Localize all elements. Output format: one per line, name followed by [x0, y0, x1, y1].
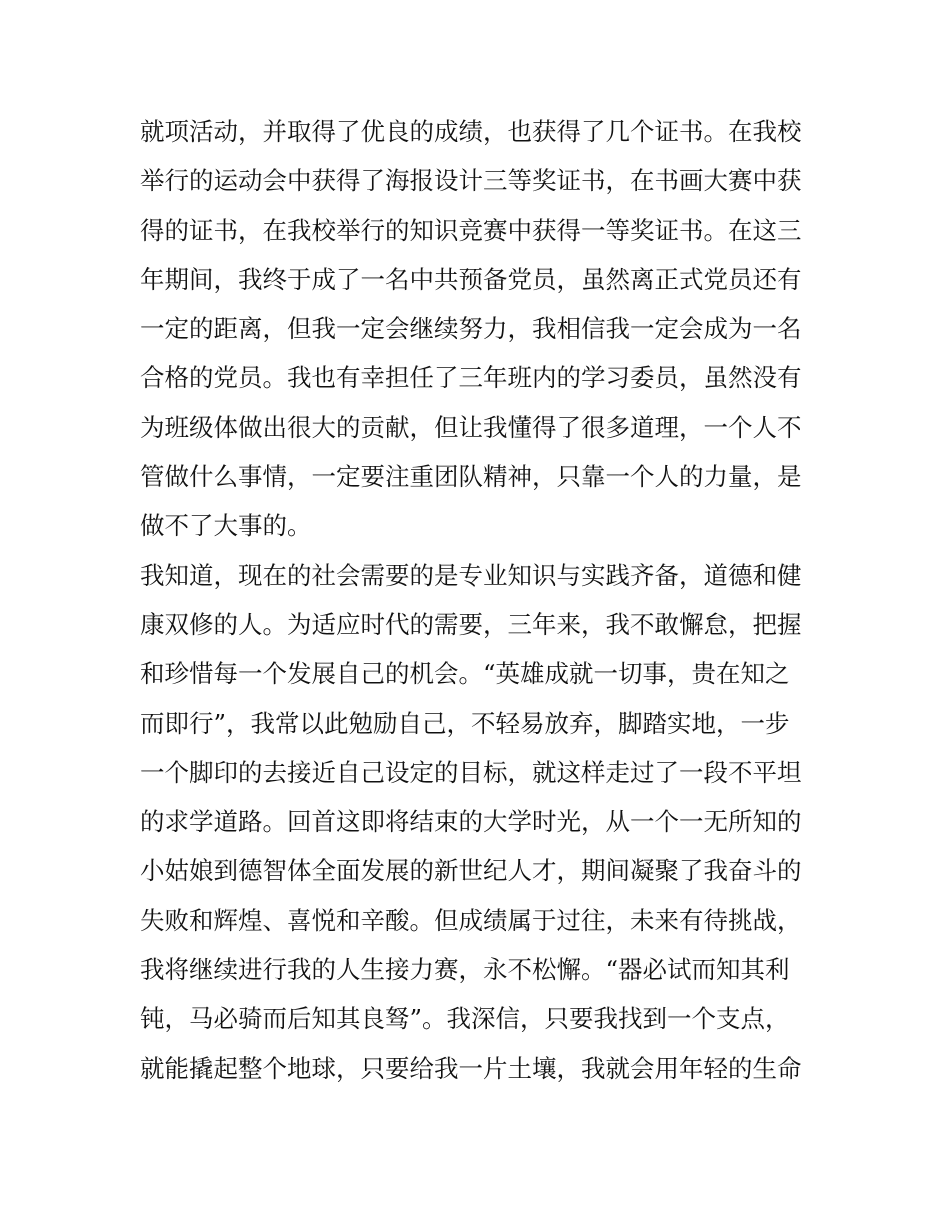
text-line: 就项活动，并取得了优良的成绩，也获得了几个证书。在我校 [140, 117, 802, 146]
text-line: 做不了大事的。 [140, 511, 312, 541]
body-text [140, 107, 830, 1093]
text-line: 钝，马必骑而后知其良驽”。我深信，只要我找到一个支点， [140, 1004, 790, 1034]
text-line: 我知道，现在的社会需要的是专业知识与实践齐备，道德和健 [140, 560, 802, 590]
text-line: 得的证书，在我校举行的知识竞赛中获得一等奖证书。在这三 [140, 215, 802, 245]
text-line: 我将继续进行我的人生接力赛，永不松懈。“器必试而知其利 [140, 955, 790, 985]
text-line: 一个脚印的去接近自己设定的目标，就这样走过了一段不平坦 [140, 757, 802, 787]
text-line: 为班级体做出很大的贡献，但让我懂得了很多道理，一个人不 [140, 412, 802, 442]
text-line: 一定的距离，但我一定会继续努力，我相信我一定会成为一名 [140, 314, 802, 344]
text-line: 就能撬起整个地球，只要给我一片土壤，我就会用年轻的生命 [140, 1053, 802, 1083]
text-line: 和珍惜每一个发展自己的机会。“英雄成就一切事，贵在知之 [140, 659, 790, 689]
text-line: 举行的运动会中获得了海报设计三等奖证书，在书画大赛中获 [140, 166, 802, 196]
text-line: 失败和辉煌、喜悦和辛酸。但成绩属于过往，未来有待挑战， [140, 905, 802, 935]
text-line: 康双修的人。为适应时代的需要，三年来，我不敢懈怠，把握 [140, 609, 802, 639]
text-line: 合格的党员。我也有幸担任了三年班内的学习委员，虽然没有 [140, 363, 802, 393]
text-line: 而即行”，我常以此勉励自己，不轻易放弃，脚踏实地，一步 [140, 708, 790, 738]
text-line: 管做什么事情，一定要注重团队精神，只靠一个人的力量，是 [140, 462, 802, 492]
text-line: 的求学道路。回首这即将结束的大学时光，从一个一无所知的 [140, 807, 802, 837]
text-line: 年期间，我终于成了一名中共预备党员，虽然离正式党员还有 [140, 264, 802, 294]
text-line: 小姑娘到德智体全面发展的新世纪人才，期间凝聚了我奋斗的 [140, 856, 802, 886]
